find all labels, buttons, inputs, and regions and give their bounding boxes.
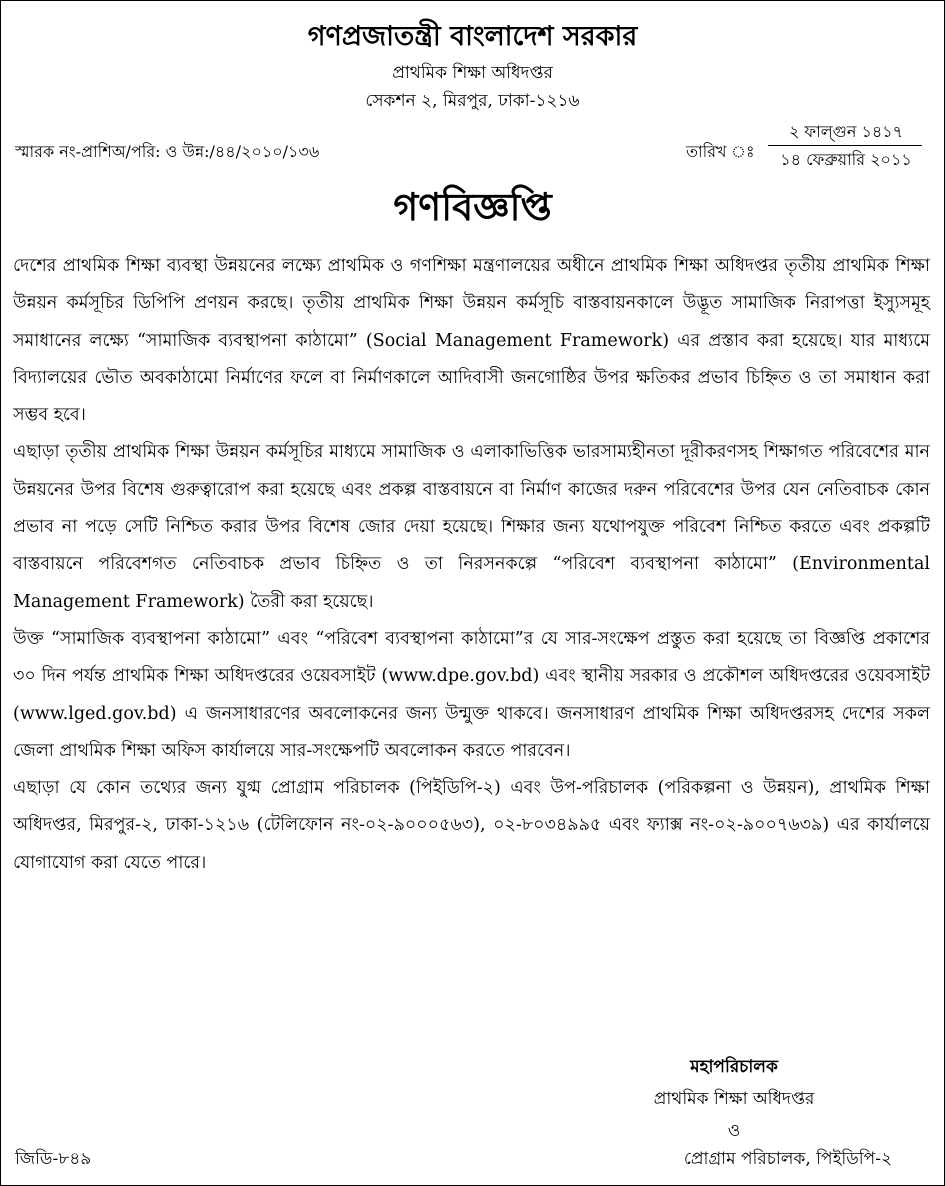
paragraph-contact-info: এছাড়া যে কোন তথ্যের জন্য যুগ্ম প্রোগ্রাম পরিচালক (পিইডিপি-২) এবং উপ-পরিচালক (পরিকল্পনা ও উন্নয়ন), প্রাথমিক শিক্ষা অধিদপ্তর, মিরপুর-২, ঢাকা-১২১৬ (টেলিফোন নং-০২-৯০০০৫৬৩), ০২-৮০৩৪৯৯৫ এবং ফ্যাক্স নং-০২-৯০০৭৬৩৯) এর কার্যালয়ে যোগাযোগ করা যেতে পারে। xyxy=(13,778,930,873)
paragraph-social-framework: দেশের প্রাথমিক শিক্ষা ব্যবস্থা উন্নয়নের লক্ষ্যে প্রাথমিক ও গণশিক্ষা মন্ত্রণালয়ের অধীনে প্রাথমিক শিক্ষা অধিদপ্তর তৃতীয় প্রাথমিক শিক্ষা উন্নয়ন কর্মসূচির ডিপিপি প্রণয়ন করছে। তৃতীয় প্রাথমিক শিক্ষা উন্নয়ন কর্মসূচি বাস্তবায়নকালে উদ্ভূত সামাজিক নিরাপত্তা ইস্যুসমূহ সমাধানের লক্ষ্যে “সামাজিক ব্যবস্থাপনা কাঠামো” (Social Management Framework) এর প্রস্তাব করা হয়েছে। যার মাধ্যমে বিদ্যালয়ের ভৌত অবকাঠামো নির্মাণের ফলে বা নির্মাণকালে আদিবাসী জনগোষ্ঠির উপর ক্ষতিকর প্রভাব চিহ্নিত ও তা সমাধান করা সম্ভব হবে। xyxy=(13,256,931,426)
notice-body xyxy=(13,248,930,882)
signatory-title: মহাপরিচালক xyxy=(690,1057,778,1077)
date-divider xyxy=(768,145,922,146)
date-bangla: ২ ফাল্গুন ১৪১৭ xyxy=(788,122,904,141)
signatory-program: প্রোগ্রাম পরিচালক, পিইডিপি-২ xyxy=(683,1149,892,1169)
notice-title: গণবিজ্ঞপ্তি xyxy=(393,184,552,229)
paragraph-environmental-framework: এছাড়া তৃতীয় প্রাথমিক শিক্ষা উন্নয়ন কর্মসূচির মাধ্যমে সামাজিক ও এলাকাভিত্তিক ভারসাম্যহীনতা দূরীকরণসহ শিক্ষাগত পরিবেশের মান উন্নয়নের উপর বিশেষ গুরুত্বারোপ করা হয়েছে এবং প্রকল্প বাস্তবায়নে বা নির্মাণ কাজের দরুন পরিবেশের উপর যেন নেতিবাচক কোন প্রভাব না পড়ে সেটি নিশ্চিত করার উপর বিশেষ জোর দেয়া হয়েছে। শিক্ষার জন্য যথোপযুক্ত পরিবেশ নিশ্চিত করতে এবং প্রকল্পটি বাস্তবায়নে পরিবেশগত নেতিবাচক প্রভাব চিহ্নিত ও তা নিরসনকল্পে “পরিবেশ ব্যবস্থাপনা কাঠামো” (Environmental Management Framework) তৈরী করা হয়েছে। xyxy=(13,442,930,612)
memo-reference: স্মারক নং-প্রাশিঅ/পরি: ও উন্ন:/৪৪/২০১০/১৩৬ xyxy=(15,142,320,161)
department-address: সেকশন ২, মিরপুর, ঢাকা-১২১৬ xyxy=(365,91,580,111)
signatory-and: ও xyxy=(727,1121,741,1141)
government-title: গণপ্রজাতন্ত্রী বাংলাদেশ সরকার xyxy=(307,21,638,52)
signature-block xyxy=(604,1051,864,1147)
department-name: প্রাথমিক শিক্ষা অধিদপ্তর xyxy=(392,63,553,83)
date-block xyxy=(686,121,926,173)
paragraph-summary-availability: উক্ত “সামাজিক ব্যবস্থাপনা কাঠামো” এবং “পরিবেশ ব্যবস্থাপনা কাঠামো”র যে সার-সংক্ষেপ প্রস্তুত করা হয়েছে তা বিজ্ঞপ্তি প্রকাশের ৩০ দিন পর্যন্ত প্রাথমিক শিক্ষা অধিদপ্তরের ওয়েবসাইট (www.dpe.gov.bd) এবং স্থানীয় সরকার ও প্রকৌশল অধিদপ্তরের ওয়েবসাইট (www.lged.gov.bd) এ জনসাধারণের অবলোকনের জন্য উন্মুক্ত থাকবে। জনসাধারণ প্রাথমিক শিক্ষা অধিদপ্তরসহ দেশের সকল জেলা প্রাথমিক শিক্ষা অফিস কার্যালয়ে সার-সংক্ষেপটি অবলোকন করতে পারবেন। xyxy=(13,628,930,761)
date-label: তারিখ ঃ xyxy=(686,142,755,161)
signatory-office: প্রাথমিক শিক্ষা অধিদপ্তর xyxy=(653,1089,815,1109)
gd-number: জিডি-৮৪৯ xyxy=(15,1149,92,1169)
date-english: ১৪ ফেব্রুয়ারি ২০১১ xyxy=(780,150,912,169)
